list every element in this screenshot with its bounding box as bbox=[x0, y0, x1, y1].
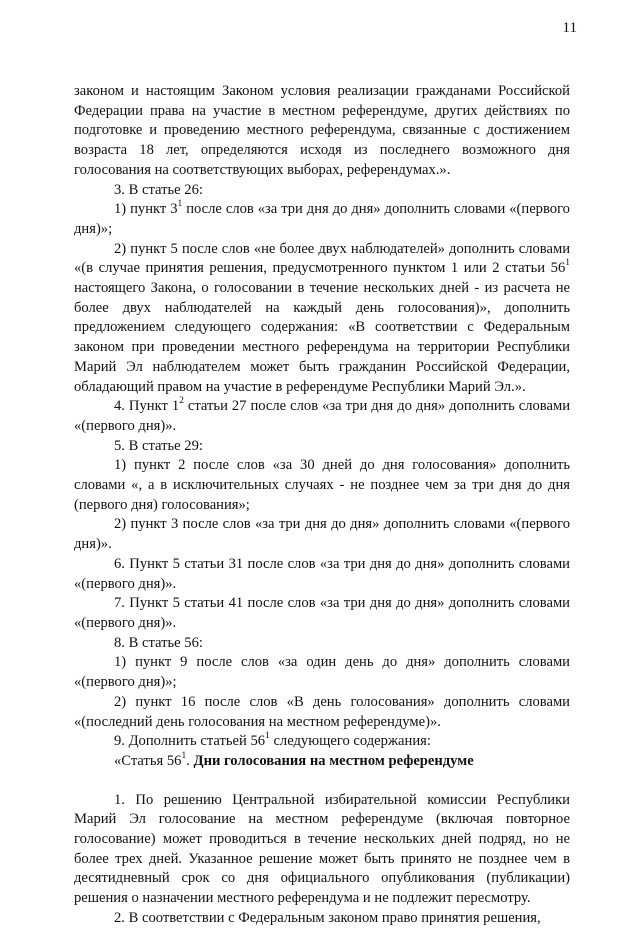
paragraph: законом и настоящим Законом условия реализации гражданами Российской Федерации права на участие в местном референдуме, других действиях по подготовке и проведению местного референдума, связанные с достижением возраста 18 лет, определяются исходя из последнего возможного дня голосования на соответствующих выборах, референдумах.». bbox=[74, 83, 570, 178]
article-heading bbox=[74, 752, 570, 772]
superscript: 2 bbox=[179, 396, 184, 407]
paragraph: 1. По решению Центральной избирательной комиссии Республики Марий Эл голосование на местном референдуме (включая повторное голосование) может проводиться в течение нескольких дней подряд, но не более трех дней. Указанное решение может быть принято не позднее чем в десятидневный срок со дня официального опубликования (публикации) решения о назначении местного референдума и не подлежит пересмотру. bbox=[74, 791, 570, 907]
article-heading-prefix: «Статья 56 bbox=[114, 752, 182, 769]
page-number: 11 bbox=[562, 20, 577, 36]
superscript: 1 bbox=[177, 199, 183, 210]
paragraph: 7. Пункт 5 статьи 41 после слов «за три дня до дня» дополнить словами «(первого дня)». bbox=[74, 595, 570, 631]
article-heading-title: Дни голосования на местном референдуме bbox=[193, 752, 474, 769]
paragraph bbox=[74, 732, 570, 752]
text-run: следующего содержания: bbox=[269, 733, 431, 750]
paragraph: 3. В статье 26: bbox=[114, 181, 203, 198]
text-run: 1) пункт 3 bbox=[114, 201, 178, 218]
article-paragraphs bbox=[74, 791, 570, 929]
text-run: статьи 27 после слов «за три дня до дня» дополнить словами «(первого дня)». bbox=[74, 398, 570, 434]
text-run: после слов «за три дня до дня» дополнить словами «(первого дня)»; bbox=[74, 201, 570, 237]
amendment-paragraphs bbox=[74, 82, 570, 752]
paragraph: 1) пункт 2 после слов «за 30 дней до дня голосования» дополнить словами «, а в исключительных случаях - не позднее чем за три дня до дня (первого дня) голосования»; bbox=[74, 457, 570, 513]
text-run: настоящего Закона, о голосовании в течение нескольких дней - из расчета не более двух наблюдателей на каждый день голосования)», дополнить предложением следующего содержания: «В соответствии с Федеральным законом при проведении местного референдума на территории Республики Марий Эл наблюдателем может быть гражданин Российской Федерации, обладающий правом на участие в референдуме Республики Марий Эл.». bbox=[74, 280, 570, 395]
paragraph bbox=[74, 397, 570, 436]
paragraph: 8. В статье 56: bbox=[114, 634, 203, 651]
article-heading-sup: 1 bbox=[181, 751, 187, 762]
paragraph: 1) пункт 9 после слов «за один день до дня» дополнить словами «(первого дня)»; bbox=[74, 654, 570, 691]
document-body bbox=[74, 82, 570, 929]
paragraph: 2. В соответствии с Федеральным законом право принятия решения, bbox=[114, 909, 541, 926]
paragraph: 6. Пункт 5 статьи 31 после слов «за три дня до дня» дополнить словами «(первого дня)». bbox=[74, 555, 570, 592]
superscript: 1 bbox=[265, 731, 270, 742]
paragraph bbox=[74, 200, 570, 239]
paragraph: 2) пункт 16 после слов «В день голосования» дополнить словами «(последний день голосования на местном референдуме)». bbox=[74, 693, 570, 730]
spacer bbox=[74, 772, 570, 791]
superscript: 1 bbox=[565, 258, 570, 269]
article-heading-dot: . bbox=[186, 752, 194, 769]
paragraph: 5. В статье 29: bbox=[114, 437, 203, 454]
paragraph: 2) пункт 3 после слов «за три дня до дня» дополнить словами «(первого дня)». bbox=[74, 516, 570, 553]
text-run: 4. Пункт 1 bbox=[114, 398, 180, 415]
text-run: 9. Дополнить статьей 56 bbox=[114, 733, 266, 750]
text-run: 2) пункт 5 после слов «не более двух наблюдателей» дополнить словами «(в случае принятия решения, предусмотренного пунктом 1 или 2 статьи 56 bbox=[74, 240, 570, 277]
paragraph bbox=[74, 240, 570, 398]
